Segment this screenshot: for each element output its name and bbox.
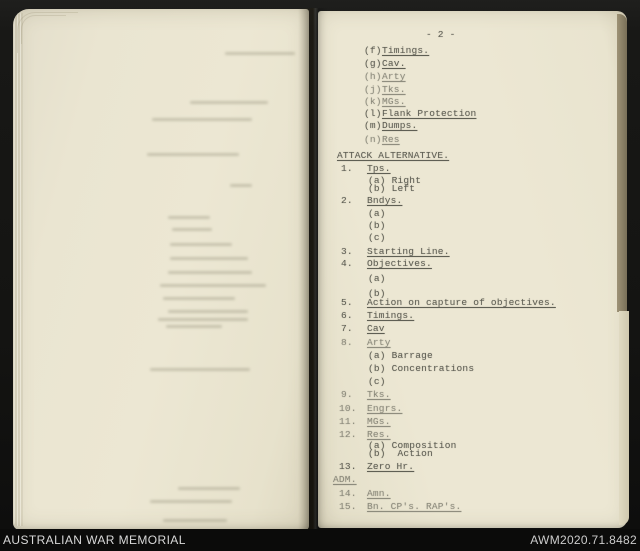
right-page	[318, 11, 627, 528]
line-number: 10.	[339, 403, 357, 414]
object-id-label: AWM2020.71.8482	[530, 533, 637, 547]
ghost-mark	[163, 519, 227, 522]
line-number: (f)	[364, 45, 382, 56]
line-text: Tps.	[367, 163, 391, 174]
line-text: Cav	[367, 323, 385, 334]
line-text: MGs.	[367, 416, 391, 427]
ghost-mark	[152, 118, 252, 121]
line-number: 6.	[341, 310, 353, 321]
line-text: (b) Left	[368, 183, 416, 194]
ghost-mark	[158, 318, 248, 321]
line-text: (a) Barrage	[368, 350, 433, 361]
line-text: Res	[382, 134, 400, 145]
line-text: ADM.	[333, 474, 357, 485]
line-text: Engrs.	[367, 403, 403, 414]
line-text: (a) Composition	[368, 440, 457, 451]
line-number: (j)	[364, 84, 382, 95]
ghost-mark	[168, 310, 248, 313]
line-text: Bndys.	[367, 195, 403, 206]
line-number: 8.	[341, 337, 353, 348]
line-text: Bn. CP's. RAP's.	[367, 501, 462, 512]
ghost-mark	[150, 368, 250, 371]
line-text: MGs.	[382, 96, 406, 107]
line-text: Tks.	[367, 389, 391, 400]
line-text: Arty	[367, 337, 391, 348]
line-text: Objectives.	[367, 258, 432, 269]
institution-label: AUSTRALIAN WAR MEMORIAL	[3, 533, 186, 547]
line-number: 11.	[339, 416, 357, 427]
line-text: (a) Right	[368, 175, 422, 186]
line-number: (l)	[364, 108, 382, 119]
archive-caption-bar	[0, 529, 640, 551]
line-text: Res.	[367, 429, 391, 440]
ghost-mark	[147, 153, 239, 156]
line-text: (b) Concentrations	[368, 363, 475, 374]
line-text: ATTACK ALTERNATIVE.	[337, 150, 450, 161]
line-number: 2.	[341, 195, 353, 206]
line-text: Action on capture of objectives.	[367, 297, 556, 308]
line-text: Timings.	[367, 310, 415, 321]
page-block-edge-dark	[617, 14, 627, 312]
page-block-edge-light	[619, 311, 629, 525]
ghost-mark	[172, 228, 212, 231]
ghost-mark	[168, 271, 252, 274]
page-corner-curl	[21, 15, 66, 44]
ghost-mark	[225, 52, 295, 55]
ghost-mark	[160, 284, 266, 287]
ghost-mark	[178, 487, 240, 490]
line-text: Zero Hr.	[367, 461, 415, 472]
line-text: (c)	[368, 376, 386, 387]
line-number: 4.	[341, 258, 353, 269]
ghost-mark	[166, 325, 222, 328]
ghost-mark	[170, 243, 232, 246]
line-number: 12.	[339, 429, 357, 440]
line-number: 5.	[341, 297, 353, 308]
line-number: 1.	[341, 163, 353, 174]
line-text: (b) Action	[368, 448, 433, 459]
ghost-mark	[168, 216, 210, 219]
line-text: (c)	[368, 232, 386, 243]
line-number: (m)	[364, 120, 382, 131]
line-text: Tks.	[382, 84, 406, 95]
line-number: 14.	[339, 488, 357, 499]
line-number: 15.	[339, 501, 357, 512]
line-text: (b)	[368, 288, 386, 299]
line-number: 7.	[341, 323, 353, 334]
line-text: (a)	[368, 208, 386, 219]
line-number: 3.	[341, 246, 353, 257]
line-text: - 2 -	[426, 29, 456, 40]
line-number: (g)	[364, 58, 382, 69]
line-text: Cav.	[382, 58, 406, 69]
line-text: Dumps.	[382, 120, 418, 131]
line-text: (b)	[368, 220, 386, 231]
line-text: Flank Protection	[382, 108, 477, 119]
line-text: Starting Line.	[367, 246, 450, 257]
ghost-mark	[190, 101, 268, 104]
line-text: Arty	[382, 71, 406, 82]
line-number: (h)	[364, 71, 382, 82]
line-text: Timings.	[382, 45, 430, 56]
ghost-mark	[230, 184, 252, 187]
line-text: Amn.	[367, 488, 391, 499]
ghost-mark	[170, 257, 248, 260]
line-number: (k)	[364, 96, 382, 107]
ghost-mark	[150, 500, 232, 503]
line-number: 9.	[341, 389, 353, 400]
left-page	[13, 9, 309, 530]
line-text: (a)	[368, 273, 386, 284]
line-number: (n)	[364, 134, 382, 145]
ghost-mark	[163, 297, 235, 300]
line-number: 13.	[339, 461, 357, 472]
